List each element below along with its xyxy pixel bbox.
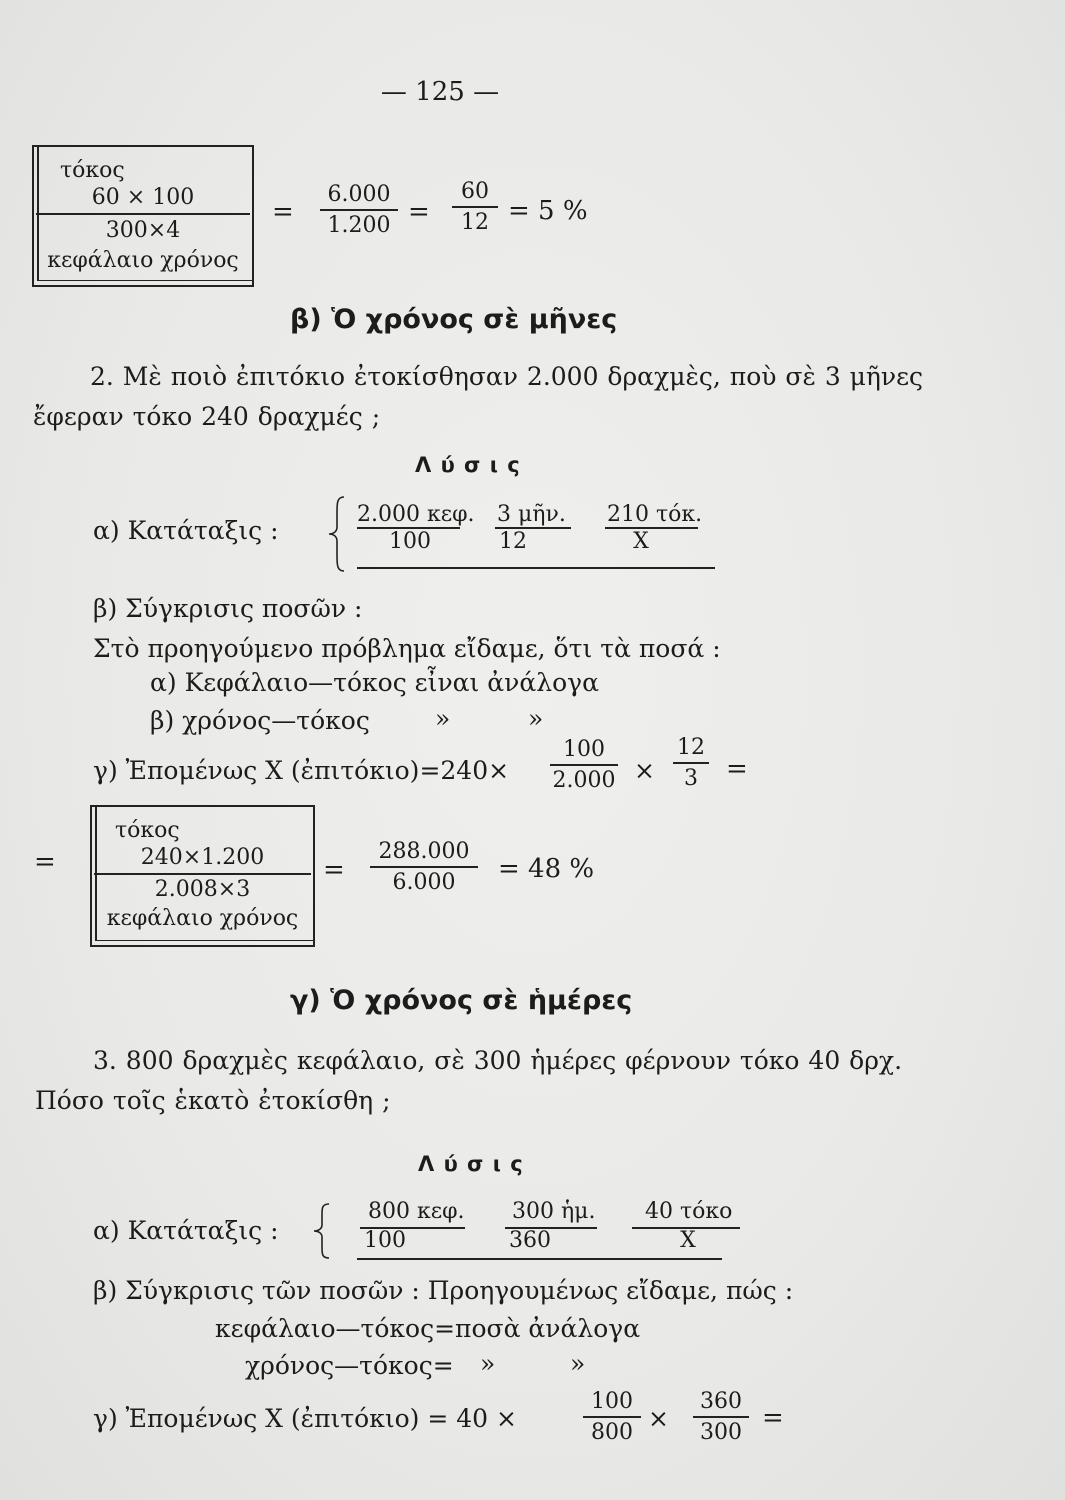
box-denominator: 300×4 <box>105 218 181 243</box>
result-percent: = 48 % <box>498 854 595 884</box>
fraction-numerator: 360 <box>700 1389 742 1414</box>
fraction-bar <box>693 1416 749 1418</box>
fraction-denominator: 1.200 <box>327 212 391 238</box>
problem-text-line: Πόσο τοῖς ἑκατὸ ἐτοκίσθη ; <box>35 1086 391 1115</box>
box-label-interest: τόκος <box>115 818 180 843</box>
underline <box>605 527 698 529</box>
box-numerator: 60 × 100 <box>91 185 195 210</box>
fraction-denominator: 3 <box>684 765 698 791</box>
fraction-denominator: 800 <box>591 1419 633 1445</box>
fraction-denominator: 6.000 <box>392 869 456 895</box>
fraction <box>452 181 498 234</box>
fraction-numerator: 288.000 <box>378 839 470 864</box>
comparison-item: κεφάλαιο—τόκος=ποσὰ ἀνάλογα <box>215 1314 641 1343</box>
classification-rule <box>357 567 715 569</box>
solution-label: Λ ύ σ ι ς <box>418 1152 524 1176</box>
page-number: — 125 — <box>380 77 500 107</box>
box-inner-rule-left <box>95 807 97 941</box>
fraction <box>583 1391 641 1444</box>
problem-text-line: ἔφεραν τόκο 240 δραχμές ; <box>33 402 381 431</box>
fraction-numerator: 60 <box>461 179 489 204</box>
classification-cell: 12 <box>499 529 527 554</box>
fraction-bar <box>673 762 709 764</box>
classification-cell: 3 μῆν. <box>497 502 566 527</box>
fraction-numerator: 100 <box>563 737 605 762</box>
comparison-item: α) Κεφάλαιο—τόκος εἶναι ἀνάλογα <box>150 668 599 697</box>
classification-cell: 360 <box>509 1228 551 1253</box>
fraction <box>693 1391 749 1444</box>
box-fraction-bar <box>36 213 250 215</box>
fraction <box>320 184 398 237</box>
fraction-numerator: 12 <box>677 735 705 760</box>
ditto-mark: » <box>480 1349 496 1378</box>
ditto-mark: » <box>435 704 451 733</box>
solution-label: Λ ύ σ ι ς <box>415 453 521 477</box>
ditto-mark: » <box>570 1349 586 1378</box>
equals-sign: = <box>34 847 56 877</box>
classification-cell: 100 <box>364 1228 406 1253</box>
fraction-bar <box>452 206 498 208</box>
fraction <box>673 737 709 790</box>
classification-label: α) Κατάταξις : <box>93 516 279 545</box>
classification-cell: 210 τόκ. <box>607 502 703 527</box>
ditto-mark: » <box>528 704 544 733</box>
result-expression: γ) Ἐπομένως Χ (ἐπιτόκιο)=240× <box>93 756 510 785</box>
fraction-bar <box>550 764 618 766</box>
comparison-label: β) Σύγκρισις ποσῶν : <box>93 594 363 623</box>
section-heading-days: γ) Ὁ χρόνος σὲ ἡμέρες <box>290 985 633 1016</box>
box-label-interest: τόκος <box>60 158 125 183</box>
comparison-label: β) Σύγκρισις τῶν ποσῶν : Προηγουμένως εἴδαμε, πώς : <box>93 1276 794 1305</box>
classification-label: α) Κατάταξις : <box>93 1216 279 1245</box>
brace-icon <box>311 1202 333 1260</box>
equals-sign: = <box>323 855 345 885</box>
classification-cell: 300 ἡμ. <box>512 1199 596 1224</box>
fraction-numerator: 100 <box>591 1389 633 1414</box>
classification-cell: 2.000 κεφ. <box>357 502 475 527</box>
formula-box <box>90 805 315 947</box>
box-fraction-bar <box>94 873 311 875</box>
fraction-denominator: 12 <box>461 209 489 235</box>
box-inner-rule-left <box>37 147 39 281</box>
problem-text-line: 3. 800 δραχμὲς κεφάλαιο, σὲ 300 ἡμέρες φέρνουν τόκο 40 δρχ. <box>93 1046 903 1075</box>
box-label-capital-time: κεφάλαιο χρόνος <box>47 248 239 273</box>
classification-cell: 100 <box>389 529 431 554</box>
box-numerator: 240×1.200 <box>140 845 265 870</box>
classification-cell: 40 τόκο <box>645 1199 733 1224</box>
problem-text-line: 2. Μὲ ποιὸ ἐπιτόκιο ἐτοκίσθησαν 2.000 δραχμὲς, ποὺ σὲ 3 μῆνες <box>90 362 924 391</box>
fraction-denominator: 2.000 <box>552 767 616 793</box>
fraction-numerator: 6.000 <box>327 182 391 207</box>
result-expression: γ) Ἐπομένως Χ (ἐπιτόκιο) = 40 × <box>93 1404 517 1433</box>
brace-icon <box>326 495 348 573</box>
equals-sign: = <box>762 1403 784 1433</box>
section-heading-months: β) Ὁ χρόνος σὲ μῆνες <box>290 304 618 335</box>
fraction-bar <box>320 209 398 211</box>
equals-sign: = <box>272 197 294 227</box>
comparison-item: β) χρόνος—τόκος <box>150 706 370 735</box>
fraction-bar <box>583 1416 641 1418</box>
times-sign: × <box>634 756 655 785</box>
box-denominator: 2.008×3 <box>154 877 251 902</box>
box-inner-rule-bottom <box>95 940 313 942</box>
equals-sign: = <box>408 197 430 227</box>
box-label-capital-time: κεφάλαιο χρόνος <box>106 906 299 931</box>
comparison-item: χρόνος—τόκος= <box>245 1351 454 1380</box>
classification-rule <box>357 1258 722 1260</box>
fraction-denominator: 300 <box>700 1419 742 1445</box>
times-sign: × <box>648 1404 669 1433</box>
fraction <box>370 841 478 894</box>
box-inner-rule-bottom <box>37 280 252 282</box>
classification-cell: Χ <box>633 529 649 554</box>
formula-box <box>32 145 254 287</box>
equals-sign: = <box>726 754 748 784</box>
result-percent: = 5 % <box>508 196 588 226</box>
classification-cell: 800 κεφ. <box>368 1199 465 1224</box>
classification-cell: Χ <box>680 1228 696 1253</box>
fraction <box>550 739 618 792</box>
comparison-intro: Στὸ προηγούμενο πρόβλημα εἴδαμε, ὅτι τὰ ποσά : <box>93 634 721 663</box>
fraction-bar <box>370 866 478 868</box>
